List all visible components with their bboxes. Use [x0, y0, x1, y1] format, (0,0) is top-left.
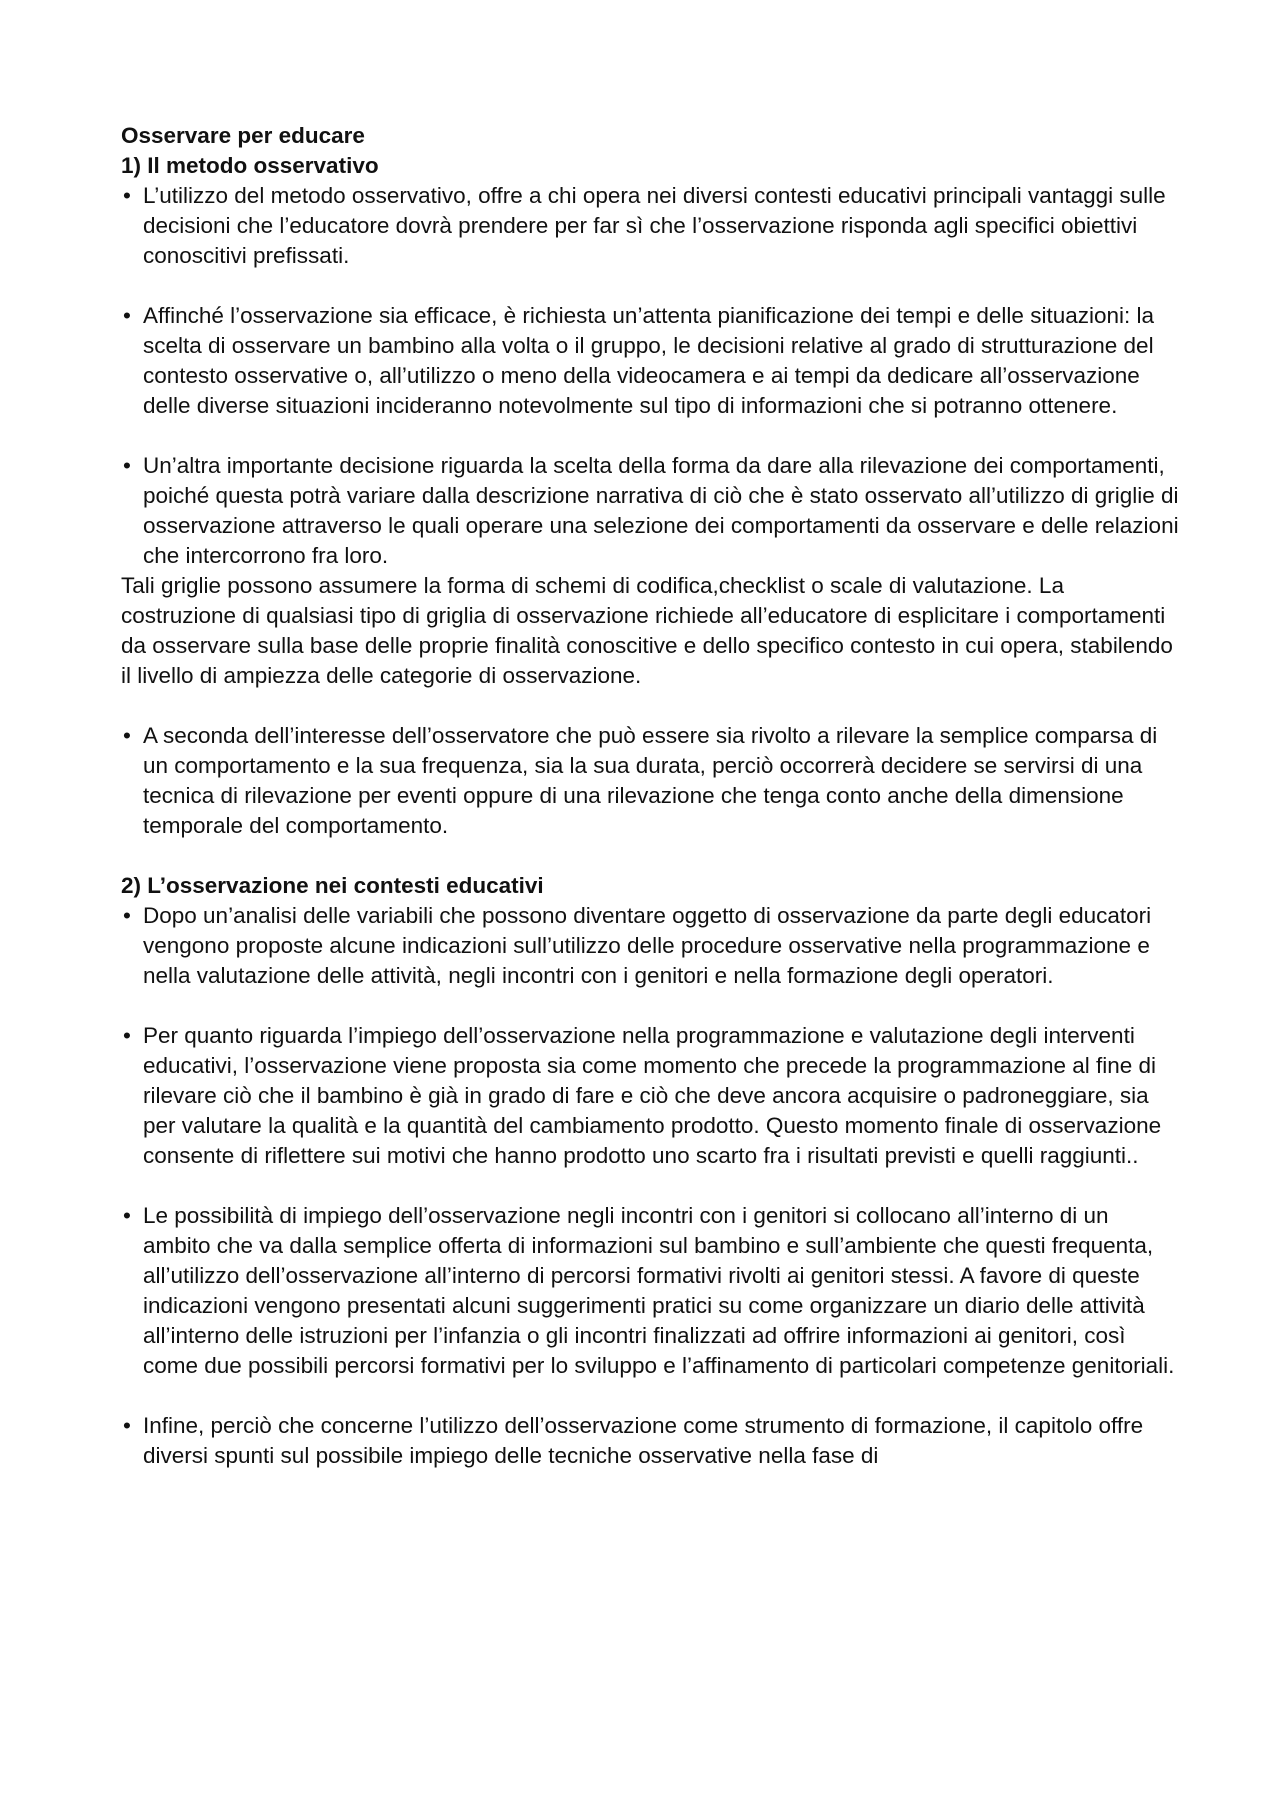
bullet-text: Infine, perciò che concerne l’utilizzo dell’osservazione come strumento di formazione, il capitolo offre diversi spunti sul possibile impiego delle tecniche osservative nella fase di	[143, 1413, 1144, 1468]
bullet-icon: •	[123, 723, 131, 748]
bullet-text: Dopo un’analisi delle variabili che possono diventare oggetto di osservazione da parte degli educatori vengono proposte alcune indicazioni sull’utilizzo delle procedure osservative nella programmazione e nella valutazione delle attività, negli incontri con i genitori e nella formazione degli operatori.	[143, 903, 1152, 988]
bullet-icon: •	[123, 183, 131, 208]
section-2-heading: 2) L’osservazione nei contesti educativi	[121, 873, 544, 898]
bullet-icon: •	[123, 1203, 131, 1228]
bullet-text: A seconda dell’interesse dell’osservatore che può essere sia rivolto a rilevare la semplice comparsa di un comportamento e la sua frequenza, sia la sua durata, perciò occorrerà decidere se servirsi di una tecnica di rilevazione per eventi oppure di una rilevazione che tenga conto anche della dimensione temporale del comportamento.	[143, 723, 1158, 838]
section-1-bullet-3	[121, 451, 1181, 571]
bullet-text: L’utilizzo del metodo osservativo, offre a chi opera nei diversi contesti educativi principali vantaggi sulle decisioni che l’educatore dovrà prendere per far sì che l’osservazione risponda agli specifici obiettivi conoscitivi prefissati.	[143, 183, 1166, 268]
spacer	[121, 841, 1181, 871]
section-1-bullet-1	[121, 181, 1181, 271]
section-1-bullet-4	[121, 721, 1181, 841]
spacer	[121, 421, 1181, 451]
bullet-text: Le possibilità di impiego dell’osservazione negli incontri con i genitori si collocano all’interno di un ambito che va dalla semplice offerta di informazioni sul bambino e sull’ambiente che questi frequenta, all’utilizzo dell’osservazione all’interno di percorsi formativi rivolti ai genitori stessi. A favore di queste indicazioni vengono presentati alcuni suggerimenti pratici su come organizzare un diario delle attività all’interno delle istruzioni per l’infanzia o gli incontri finalizzati ad offrire informazioni ai genitori, così come due possibili percorsi formativi per lo sviluppo e l’affinamento di particolari competenze genitoriali.	[143, 1203, 1175, 1378]
bullet-text: Un’altra importante decisione riguarda la scelta della forma da dare alla rilevazione dei comportamenti, poiché questa potrà variare dalla descrizione narrativa di ciò che è stato osservato all’utilizzo di griglie di osservazione attraverso le quali operare una selezione dei comportamenti da osservare e delle relazioni che intercorrono fra loro.	[143, 453, 1179, 568]
section-1-paragraph: Tali griglie possono assumere la forma di schemi di codifica,checklist o scale di valutazione. La costruzione di qualsiasi tipo di griglia di osservazione richiede all’educatore di esplicitare i comportamenti da osservare sulla base delle proprie finalità conoscitive e dello specifico contesto in cui opera, stabilendo il livello di ampiezza delle categorie di osservazione.	[121, 573, 1173, 688]
document-page	[121, 121, 1181, 1471]
document-title: Osservare per educare	[121, 123, 365, 148]
spacer	[121, 691, 1181, 721]
bullet-icon: •	[123, 1413, 131, 1438]
spacer	[121, 991, 1181, 1021]
bullet-icon: •	[123, 903, 131, 928]
bullet-icon: •	[123, 1023, 131, 1048]
section-2-bullet-4	[121, 1411, 1181, 1471]
bullet-text: Per quanto riguarda l’impiego dell’osservazione nella programmazione e valutazione degli interventi educativi, l’osservazione viene proposta sia come momento che precede la programmazione al fine di rilevare ciò che il bambino è già in grado di fare e ciò che deve ancora acquisire o padroneggiare, sia per valutare la qualità e la quantità del cambiamento prodotto. Questo momento finale di osservazione consente di riflettere sui motivi che hanno prodotto uno scarto fra i risultati previsti e quelli raggiunti..	[143, 1023, 1162, 1168]
spacer	[121, 271, 1181, 301]
spacer	[121, 1381, 1181, 1411]
section-1-bullet-2	[121, 301, 1181, 421]
spacer	[121, 1171, 1181, 1201]
section-2-bullet-2	[121, 1021, 1181, 1171]
section-1-heading: 1) Il metodo osservativo	[121, 153, 379, 178]
bullet-text: Affinché l’osservazione sia efficace, è richiesta un’attenta pianificazione dei tempi e delle situazioni: la scelta di osservare un bambino alla volta o il gruppo, le decisioni relative al grado di strutturazione del contesto osservative o, all’utilizzo o meno della videocamera e ai tempi da dedicare all’osservazione delle diverse situazioni incideranno notevolmente sul tipo di informazioni che si potranno ottenere.	[143, 303, 1155, 418]
bullet-icon: •	[123, 303, 131, 328]
bullet-icon: •	[123, 453, 131, 478]
section-2-bullet-3	[121, 1201, 1181, 1381]
section-2-bullet-1	[121, 901, 1181, 991]
